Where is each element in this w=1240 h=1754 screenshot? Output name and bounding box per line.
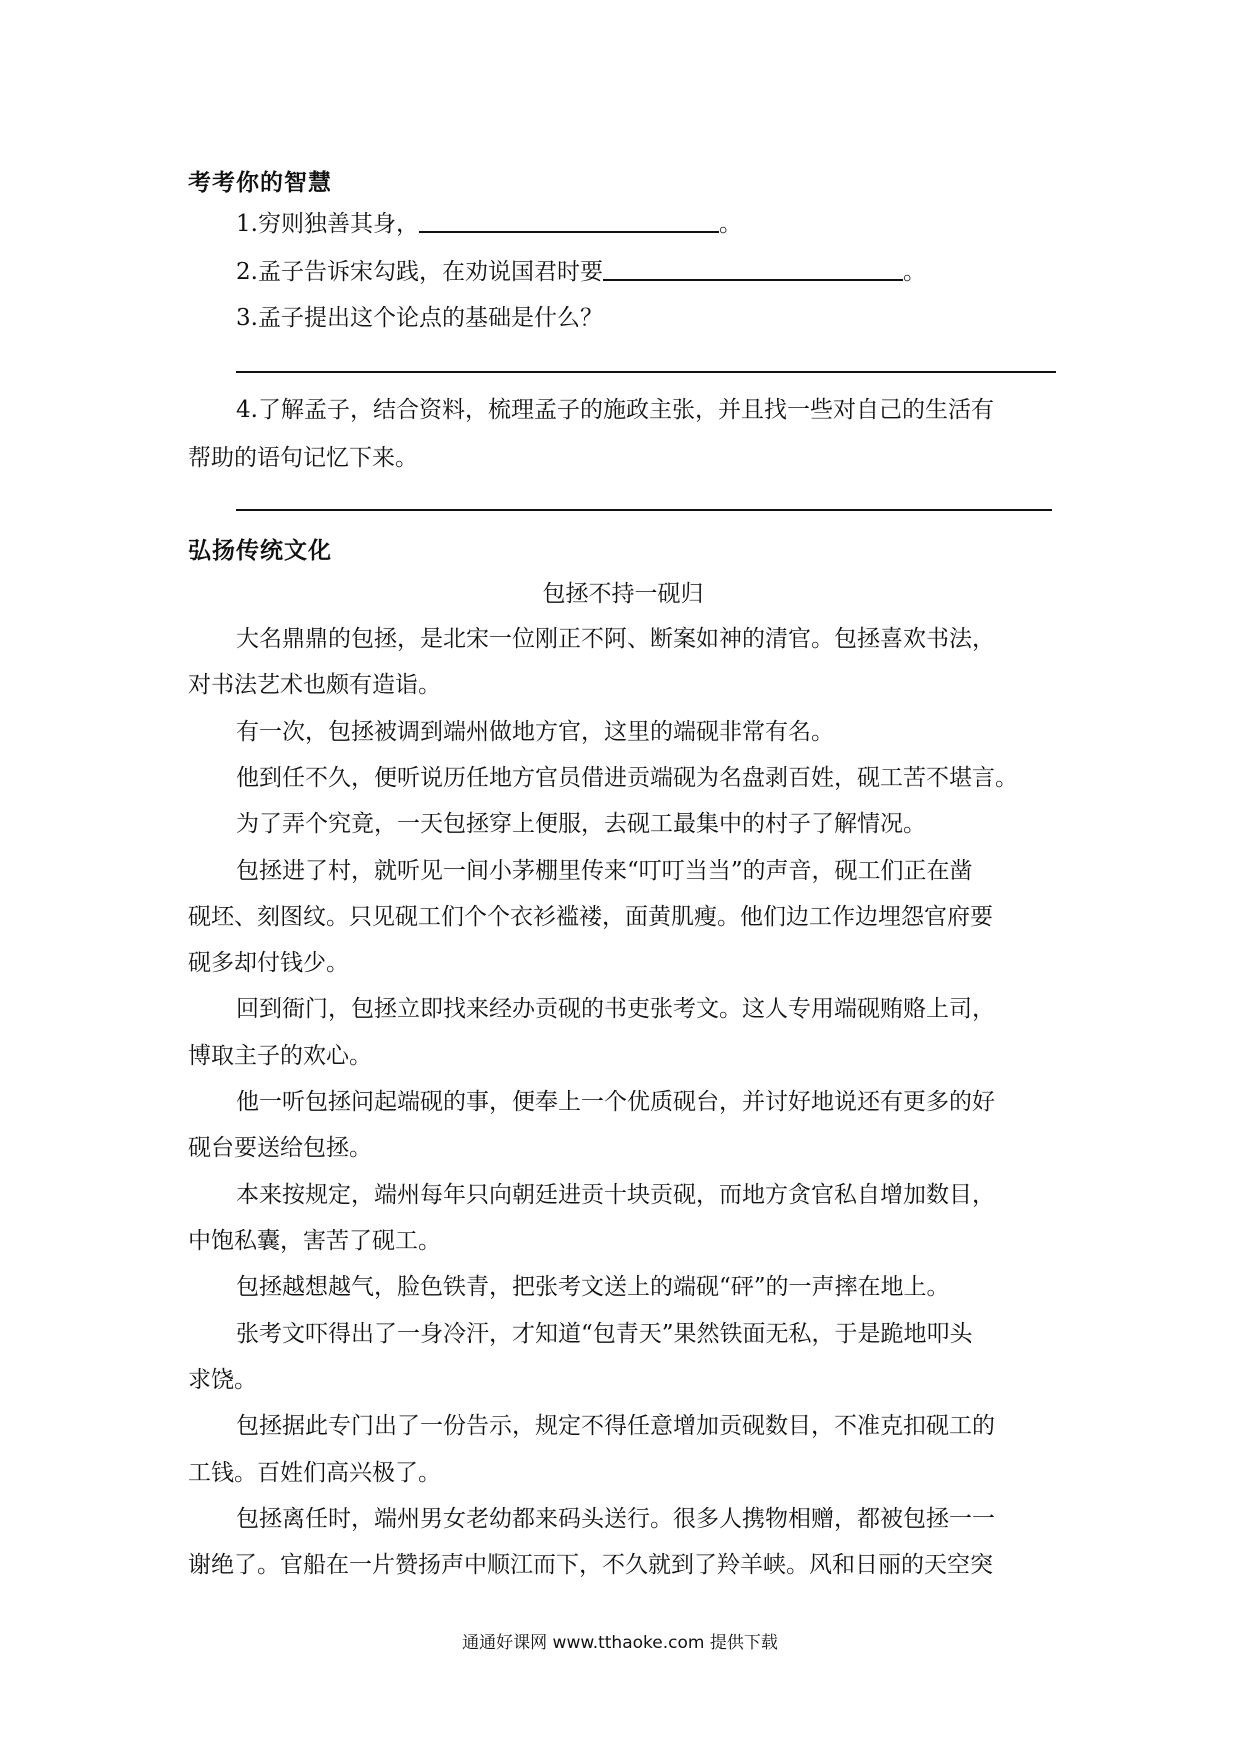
- story-line: 谢绝了。官船在一片赞扬声中顺江而下，不久就到了羚羊峡。风和日丽的天空突: [188, 1552, 993, 1578]
- question-1-end: 。: [718, 211, 742, 237]
- story-line: 为了弄个究竟，一天包拯穿上便服，去砚工最集中的村子了解情况。: [236, 811, 926, 837]
- section-heading-wisdom: 考考你的智慧: [188, 170, 332, 196]
- question-1-text: 1.穷则独善其身，: [236, 211, 419, 237]
- answer-blank-1[interactable]: [419, 209, 719, 233]
- story-line: 有一次，包拯被调到端州做地方官，这里的端砚非常有名。: [236, 719, 834, 745]
- story-line: 回到衙门，包拯立即找来经办贡砚的书吏张考文。这人专用端砚贿赂上司，: [236, 996, 995, 1022]
- section-heading-culture: 弘扬传统文化: [188, 538, 332, 564]
- story-line: 张考文吓得出了一身冷汗，才知道“包青天”果然铁面无私，于是跪地叩头: [236, 1321, 973, 1347]
- answer-line-3[interactable]: [236, 371, 1056, 373]
- story-line: 砚多却付钱少。: [188, 950, 349, 976]
- story-line: 求饶。: [188, 1367, 257, 1393]
- question-2-end: 。: [902, 259, 926, 285]
- story-line: 博取主子的欢心。: [188, 1043, 372, 1069]
- question-2-text: 2.孟子告诉宋勾践，在劝说国君时要: [236, 259, 603, 285]
- story-line: 中饱私囊，害苦了砚工。: [188, 1228, 441, 1254]
- question-3: [188, 300, 1106, 336]
- story-line: 包拯越想越气，脸色铁青，把张考文送上的端砚“砰”的一声摔在地上。: [236, 1274, 950, 1300]
- story-line: 他到任不久，便听说历任地方官员借进贡端砚为名盘剥百姓，砚工苦不堪言。: [236, 765, 1018, 791]
- question-2: [188, 254, 1106, 290]
- question-4-line1: 4.了解孟子，结合资料，梳理孟子的施政主张，并且找一些对自己的生活有: [236, 397, 994, 423]
- story-line: 他一听包拯问起端砚的事，便奉上一个优质砚台，并讨好地说还有更多的好: [236, 1089, 995, 1115]
- story-line: 大名鼎鼎的包拯，是北宋一位刚正不阿、断案如神的清官。包拯喜欢书法，: [236, 626, 995, 652]
- story-line: 工钱。百姓们高兴极了。: [188, 1460, 441, 1486]
- story-line: 包拯进了村，就听见一间小茅棚里传来“叮叮当当”的声音，砚工们正在凿: [236, 858, 973, 884]
- answer-line-4[interactable]: [236, 509, 1052, 511]
- story-line: 对书法艺术也颇有造诣。: [188, 672, 441, 698]
- question-1: [188, 206, 1106, 242]
- story-title: 包拯不持一砚归: [542, 581, 704, 607]
- story-line: 本来按规定，端州每年只向朝廷进贡十块贡砚，而地方贪官私自增加数目，: [236, 1182, 995, 1208]
- story-line: 包拯据此专门出了一份告示，规定不得任意增加贡砚数目，不准克扣砚工的: [236, 1413, 995, 1439]
- answer-blank-2[interactable]: [603, 257, 903, 281]
- story-line: 砚台要送给包拯。: [188, 1135, 372, 1161]
- question-3-text: 3.孟子提出这个论点的基础是什么？: [236, 305, 603, 331]
- story-line: 砚坯、刻图纹。只见砚工们个个衣衫褴褛，面黄肌瘦。他们边工作边埋怨官府要: [188, 904, 993, 930]
- question-4-line2: 帮助的语句记忆下来。: [188, 445, 418, 471]
- page-footer: 通通好课网 www.tthaoke.com 提供下载: [462, 1633, 778, 1653]
- story-line: 包拯离任时，端州男女老幼都来码头送行。很多人携物相赠，都被包拯一一: [236, 1506, 995, 1532]
